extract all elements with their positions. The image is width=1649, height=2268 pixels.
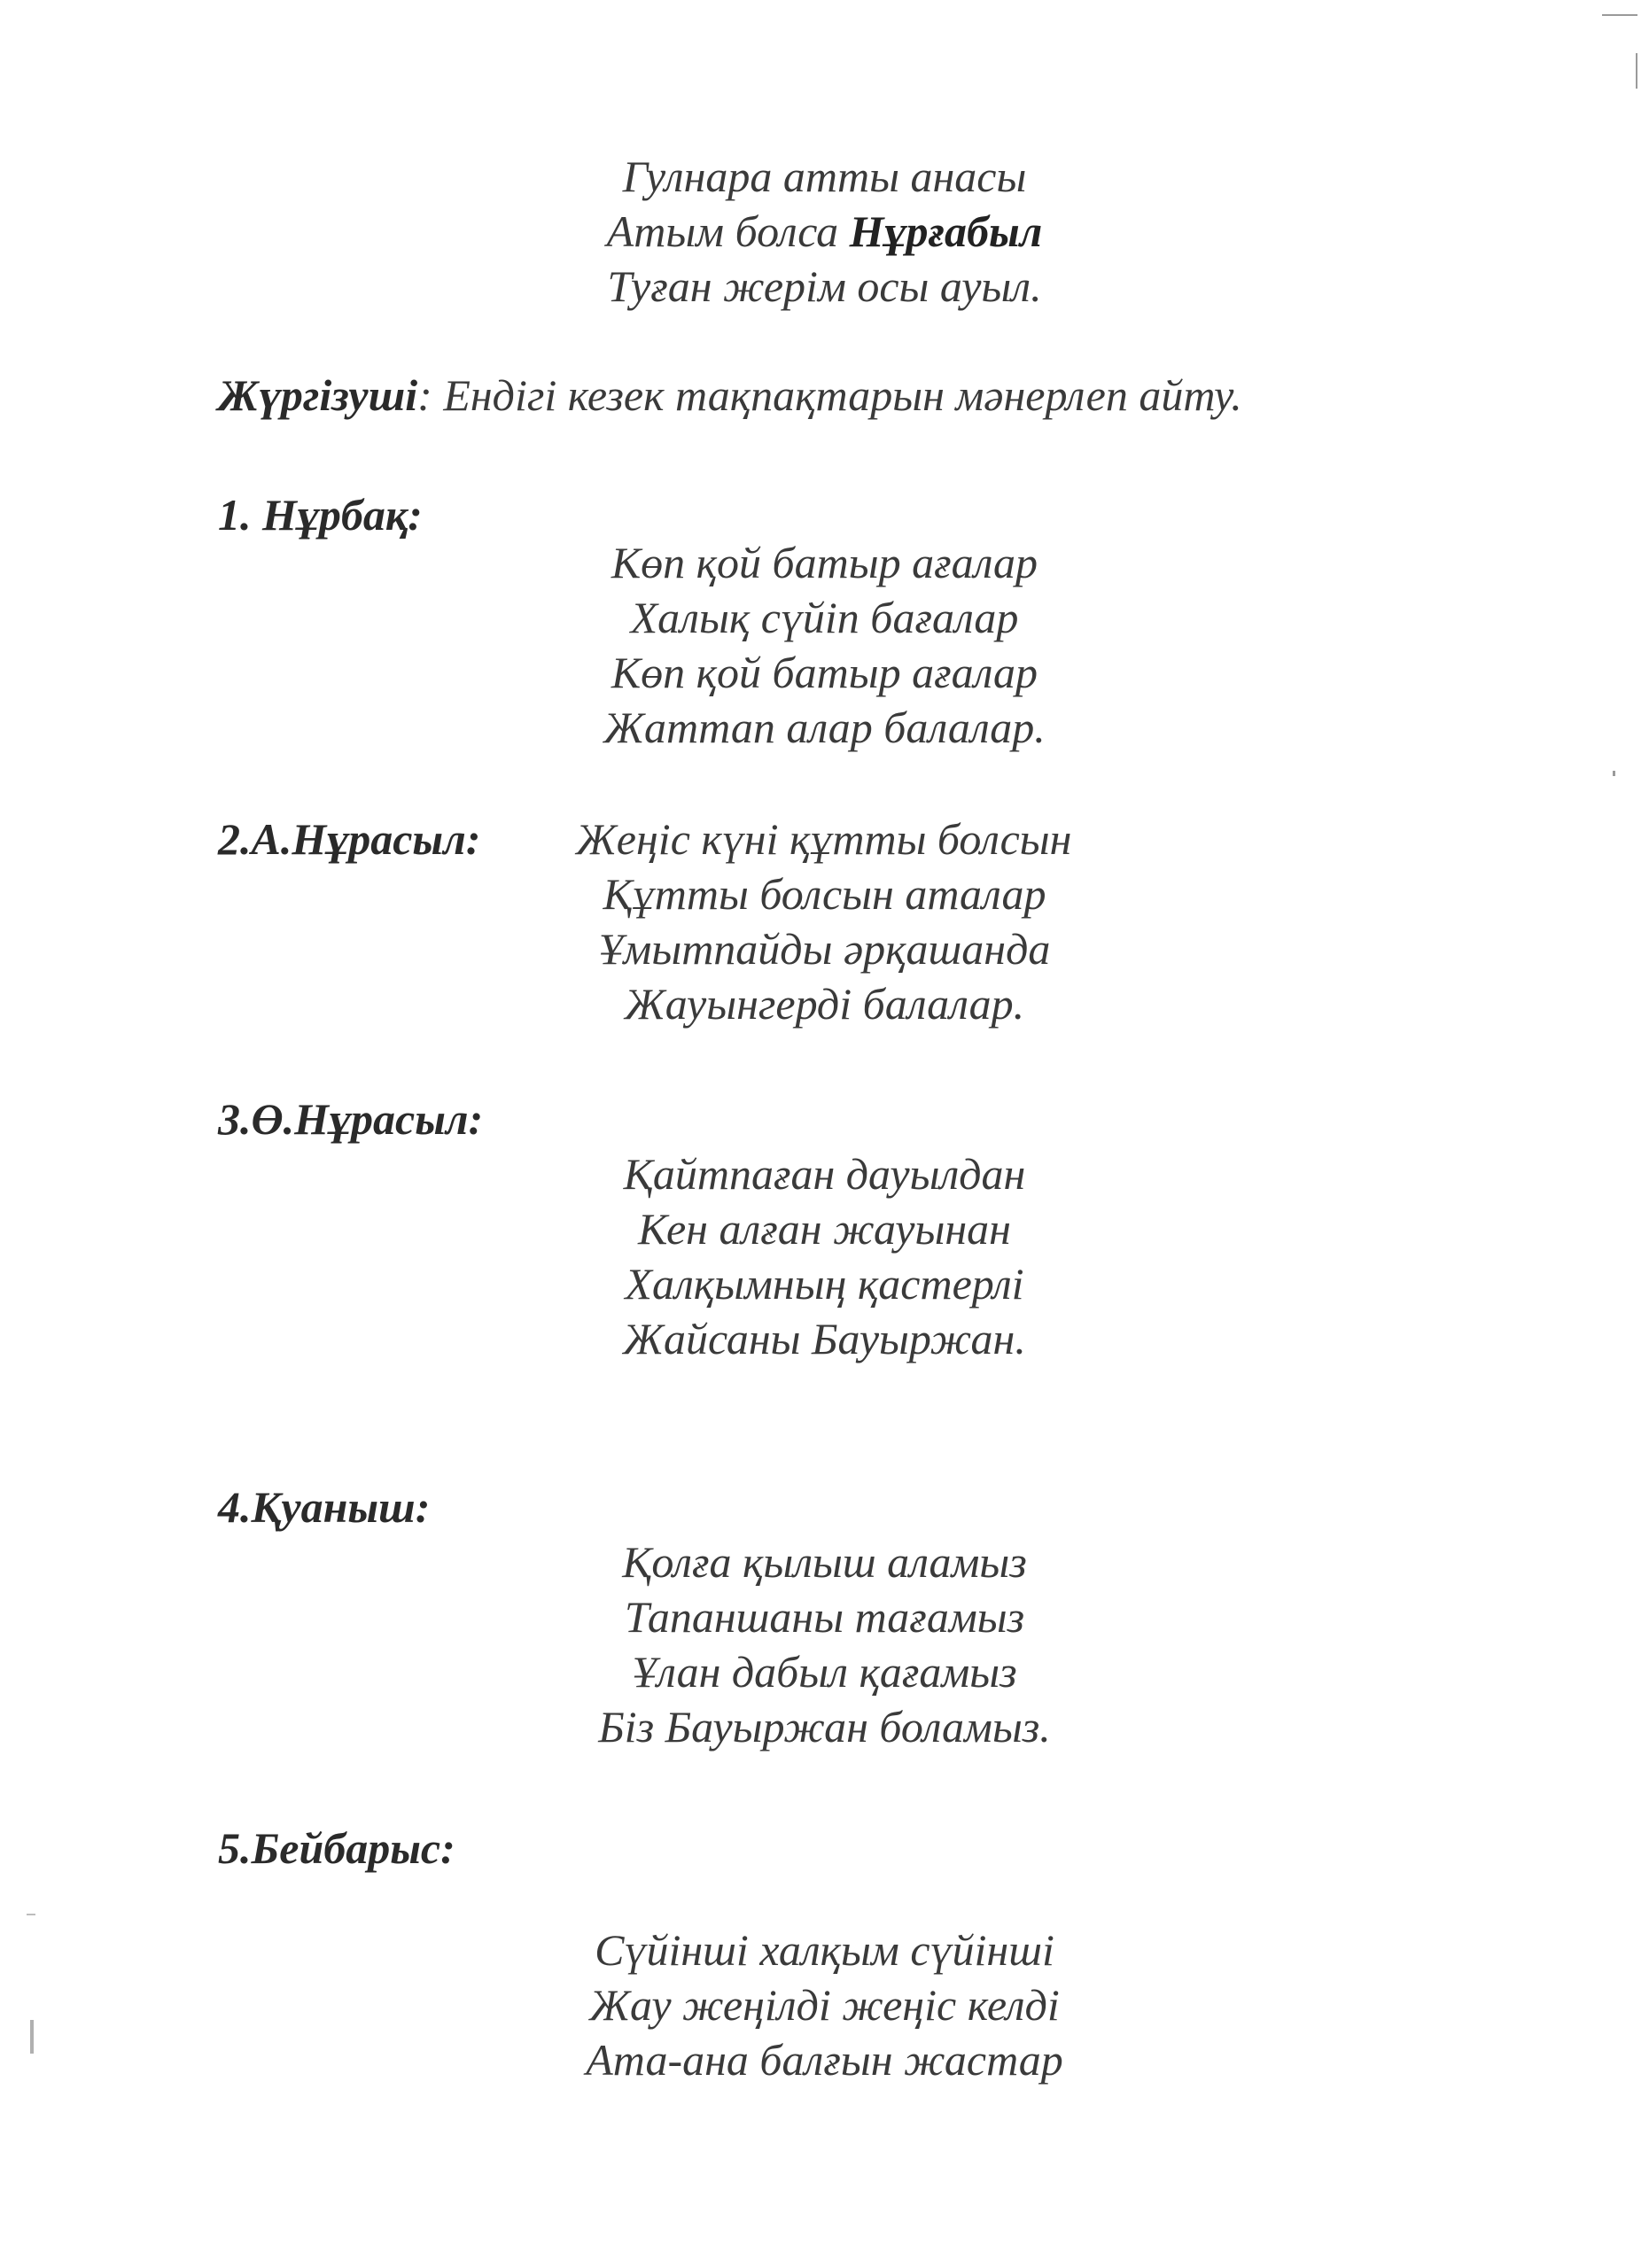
intro-line-3: Туған жерім осы ауыл. [607,261,1042,311]
host-colon: : [417,370,432,420]
verse-5-line-3: Ата-ана балғын жастар [586,2035,1063,2085]
verse-2-line-1: Жеңіс күні құтты болсын [576,814,1072,864]
verse-2-line-3: Ұмытпайды әрқашанда [598,924,1051,974]
host-line [218,368,1242,423]
scan-speck-right [1613,771,1615,776]
verse-4-line-1: Қолға қылыш аламыз [622,1537,1027,1587]
verse-5-line-2: Жау жеңілді жеңіс келді [589,1980,1060,2030]
verse-1-line-3: Көп қой батыр ағалар [611,648,1038,697]
verse-3-line-2: Кен алған жауынан [638,1204,1011,1254]
verse-3-speaker: 3.Ө.Нұрасыл: [218,1094,484,1144]
verse-2-line-4: Жауынгерді балалар. [624,979,1025,1029]
verse-5-speaker: 5.Бейбарыс: [218,1823,455,1873]
verse-2-speaker: 2.А.Нұрасыл: [218,814,481,864]
verse-4-line-2: Тапаншаны тағамыз [624,1592,1025,1642]
intro-line-1: Гулнара атты анасы [622,151,1027,201]
host-speaker: Жүргізуші [218,370,418,420]
verse-1-line-4: Жаттап алар балалар. [603,703,1046,752]
verse-3-line-1: Қайтпаған дауылдан [623,1149,1026,1199]
host-text: Ендігі кезек тақпақтарын мәнерлеп айту. [432,370,1242,420]
verse-1-speaker: 1. Нұрбақ: [218,490,423,540]
verse-1-line-1: Көп қой батыр ағалар [611,538,1038,587]
verse-3-line-3: Халқымның қастерлі [625,1259,1024,1309]
scan-mark-right-edge [1636,53,1637,89]
scan-mark-left-edge [30,2020,34,2054]
verse-3-line-4: Жайсаны Бауыржан. [623,1314,1026,1363]
scan-mark-top-right [1602,14,1637,16]
intro-line-2 [0,204,1649,259]
intro-name: Нұрғабыл [849,206,1043,256]
verse-4-line-3: Ұлан дабыл қағамыз [632,1647,1017,1697]
verse-4-line-4: Біз Бауыржан боламыз. [598,1702,1051,1751]
verse-1-line-2: Халық сүйіп бағалар [630,593,1019,642]
verse-5-line-1: Сүйінші халқым сүйінші [595,1925,1054,1975]
scan-speck-left [27,1914,35,1915]
verse-4-speaker: 4.Қуаныш: [218,1482,431,1532]
verse-2-line-2: Құтты болсын аталар [603,869,1046,919]
intro-line-2-prefix: Атым болса [606,206,850,256]
